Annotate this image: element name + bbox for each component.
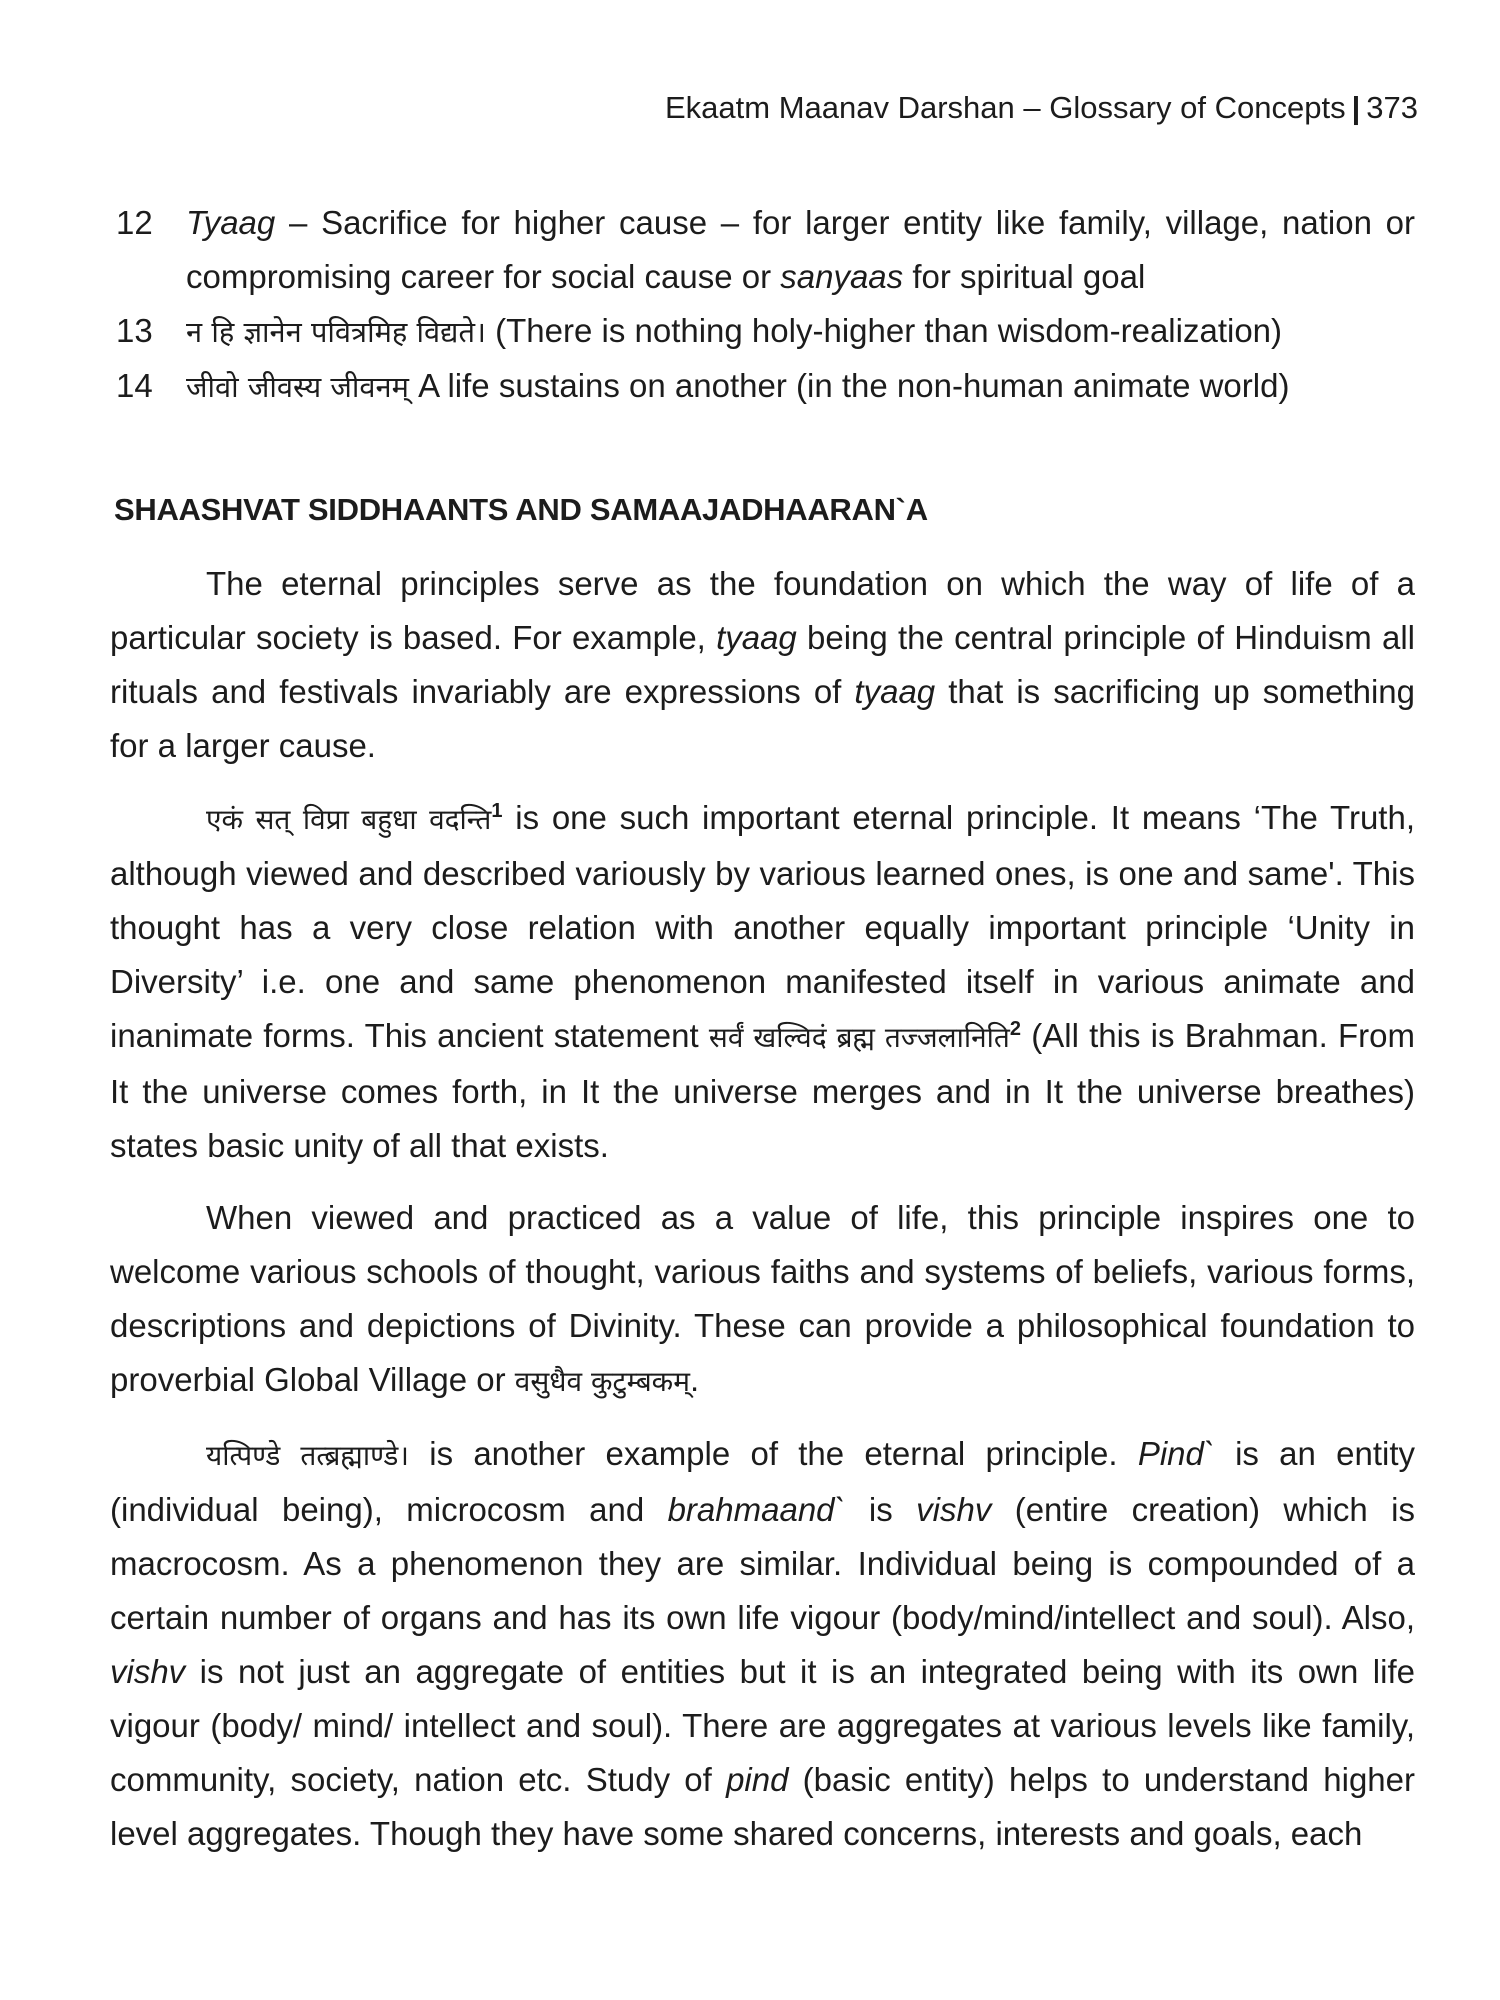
item-text: for spiritual goal [903,258,1146,295]
paragraph [110,1427,1415,1861]
text-run: When viewed and practiced as a value of life, this principle inspires one to welcome various schools of thought, various faiths and systems of beliefs, various forms, descriptions and depictions of Divinity. These can provide a philosophical foundation to proverbial Global Village or [110,1199,1415,1398]
body-text [110,557,1415,1879]
glossary-item [110,304,1415,359]
italic-term: Pind` [1137,1435,1215,1472]
glossary-list [110,196,1415,414]
italic-term: tyaag [854,673,936,710]
sanskrit-quote: यत्पिण्डे तत्ब्रह्माण्डे। [206,1439,409,1472]
italic-term: tyaag [716,619,797,656]
footnote-marker: 2 [1009,1018,1022,1040]
text-run: is one such important eternal principle. It means ‘The Truth, although viewed and described variously by various learned ones, is one and same'. This thought has a very close relation with another equally important principle ‘Unity in Diversity’ i.e. one and same phenomenon manifested itself in various animate and inanimate forms. This ancient statement [110,799,1415,1054]
paragraph [110,1191,1415,1409]
item-text: (There is nothing holy-higher than wisdom-realization) [485,312,1283,349]
italic-term: vishv [916,1491,992,1528]
italic-term: pind [726,1761,789,1798]
text-run: is [845,1491,917,1528]
sanskrit-quote: एकं सत् विप्रा बहुधा वदन्ति [206,803,492,836]
text-run: is an entity (individual being), microcosm and [110,1435,1416,1528]
glossary-term: sanyaas [780,258,904,295]
page-number: 373 [1366,90,1418,125]
sanskrit-quote: न हि ज्ञानेन पवित्रमिह विद्यते। [186,315,486,349]
glossary-item [110,196,1415,304]
text-run: The eternal principles serve as the foundation on which the way of life of a particular society is based. For example, [110,565,1415,656]
text-run: is another example of the eternal principle. [409,1435,1138,1472]
footnote-marker: 1 [491,800,503,822]
running-title: Ekaatm Maanav Darshan – Glossary of Concepts [664,90,1346,125]
paragraph [110,557,1415,773]
text-run: (basic entity) helps to understand higher level aggregates. Though they have some shared concerns, interests and goals, each [110,1761,1415,1852]
sanskrit-quote: सर्वं खल्विदं ब्रह्म तज्जलानिति [708,1021,1010,1054]
italic-term: vishv [110,1653,186,1690]
paragraph [110,791,1415,1173]
section-heading: SHAASHVAT SIDDHAANTS AND SAMAAJADHAARAN`A [114,492,928,527]
text-run: (All this is Brahman. From It the universe comes forth, in It the universe merges and in It the universe breathes) states basic unity of all that exists. [110,1017,1416,1164]
glossary-term: Tyaag [186,204,276,241]
item-text: – Sacrifice for higher cause – for larger entity like family, village, nation or compromising career for social cause or [186,204,1415,295]
item-number: 12 [116,204,153,241]
sanskrit-quote: जीवो जीवस्य जीवनम् [186,370,409,404]
item-text: A life sustains on another (in the non-human animate world) [408,367,1290,404]
text-run: (entire creation) which is macrocosm. As a phenomenon they are similar. Individual being is compounded of a certain number of organs and has its own life vigour (body/mind/intellect and soul). Also, [110,1491,1415,1636]
item-number: 14 [116,367,153,404]
header-separator: | [1351,90,1361,125]
item-number: 13 [116,312,153,349]
text-run: . [689,1361,700,1398]
italic-term: brahmaand` [667,1491,846,1528]
running-header [665,88,1418,128]
glossary-item [110,359,1415,414]
sanskrit-quote: वसुधैव कुटुम्बकम् [514,1365,690,1398]
text-run: that is sacrificing up something for a larger cause. [110,673,1416,764]
text-run: is not just an aggregate of entities but it is an integrated being with its own life vigour (body/ mind/ intellect and soul). There are aggregates at various levels like family, community, society, nation etc. Study of [110,1653,1415,1798]
text-run: being the central principle of Hinduism all rituals and festivals invariably are expressions of [110,619,1415,710]
